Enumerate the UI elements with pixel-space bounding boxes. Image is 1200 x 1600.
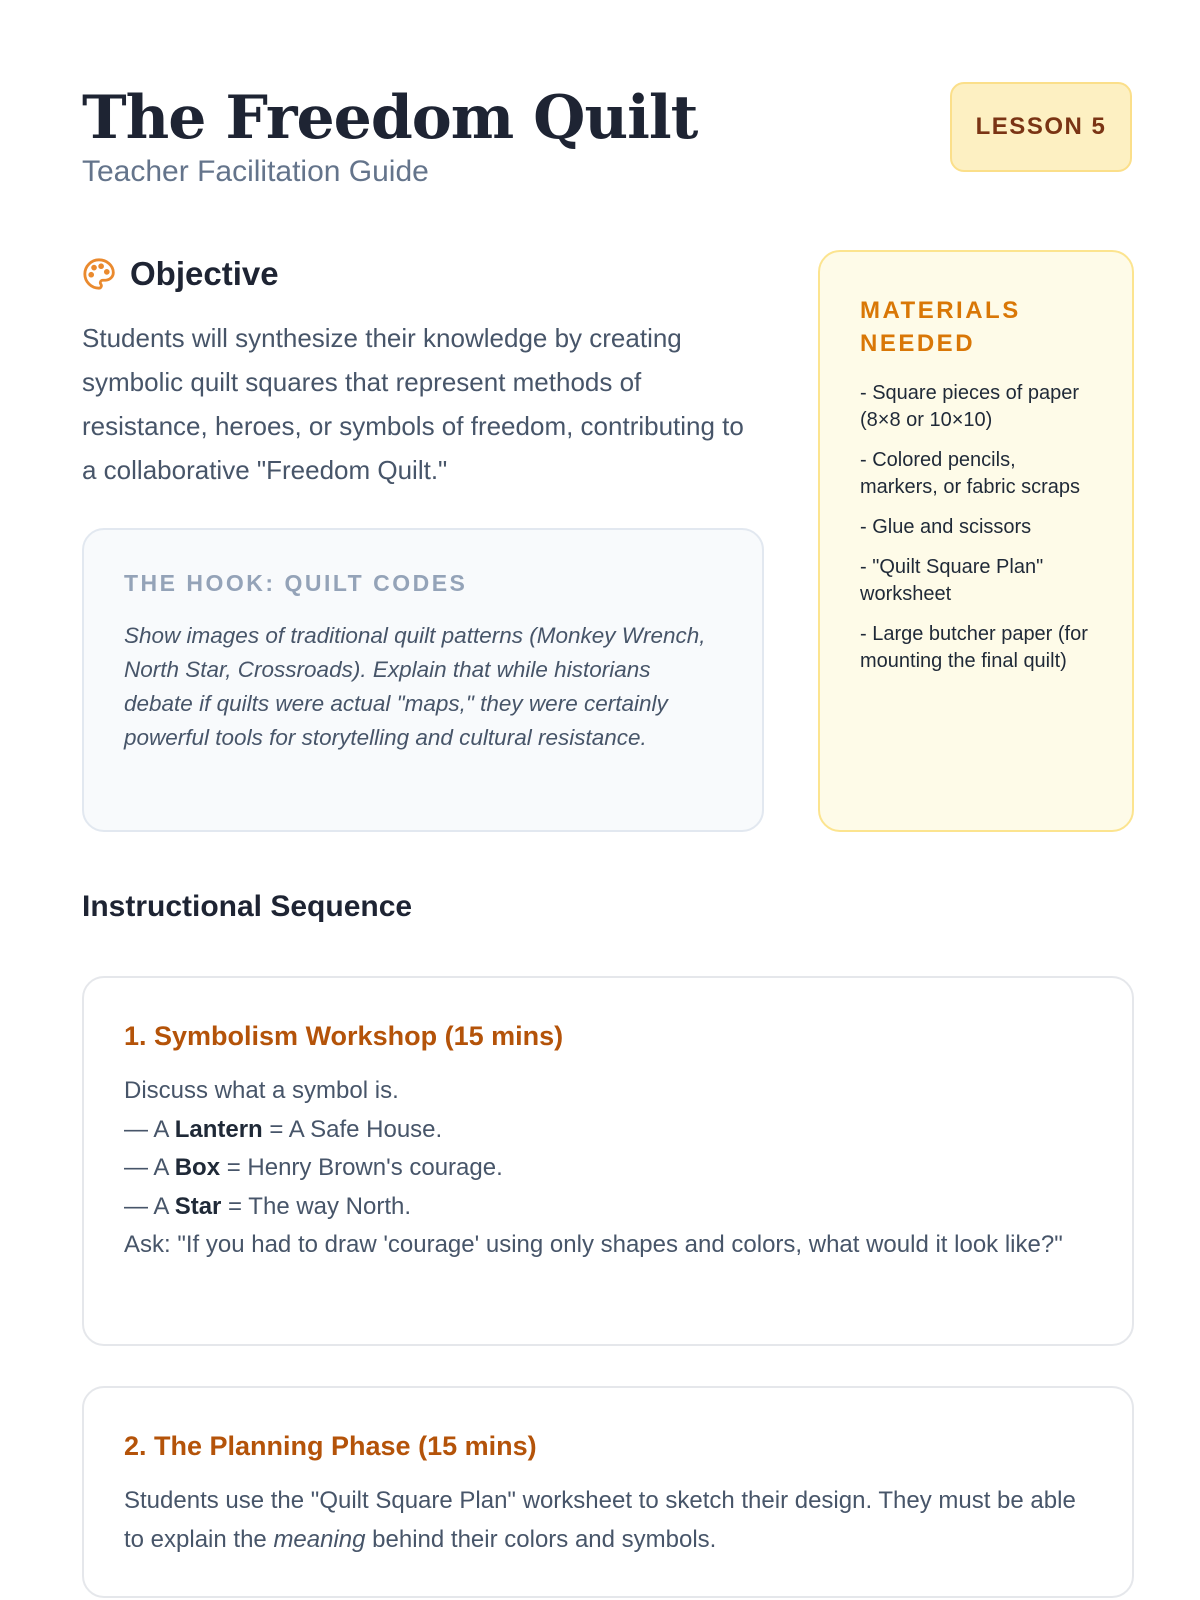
symbol-meaning: = Henry Brown's courage. [220,1154,503,1181]
symbol-line [124,1111,1092,1150]
palette-icon [82,257,116,291]
symbol-meaning: = A Safe House. [262,1115,443,1143]
materials-label: MATERIALS NEEDED [860,297,1021,357]
step-ask: Ask: "If you had to draw 'courage' using only shapes and colors, what would it look like?" [124,1231,1063,1258]
symbol-prefix: — A [124,1115,175,1143]
symbol-term: Box [174,1154,221,1181]
page-subtitle: Teacher Facilitation Guide [82,155,429,188]
materials-list [860,380,1092,675]
step-intro: Discuss what a symbol is. [124,1077,399,1104]
materials-item: - Large butcher paper (for mounting the final quilt) [860,623,1088,672]
symbol-line [124,1149,1092,1188]
step-body [124,1072,1092,1265]
objective-heading [82,250,764,298]
materials-item: - Glue and scissors [860,516,1032,538]
page-header [82,82,1132,192]
objective-text: Students will synthesize their knowledge by creating symbolic quilt squares that represent methods of resistance, heroes, or symbols of freedom, contributing to a collaborative "Freedom Quilt." [82,323,744,485]
symbol-term: Lantern [174,1115,263,1143]
materials-item: - Square pieces of paper (8×8 or 10×10) [860,382,1080,431]
symbol-line [124,1188,1092,1227]
symbol-prefix: — A [124,1154,175,1181]
materials-item: - "Quilt Square Plan" worksheet [860,556,1044,605]
materials-card [818,250,1134,832]
step-emphasis: meaning [273,1525,366,1553]
step-body [124,1482,1092,1559]
hook-label: THE HOOK: QUILT CODES [124,570,468,596]
lesson-badge: LESSON 5 [950,82,1132,172]
symbol-term: Star [174,1192,222,1220]
materials-item: - Colored pencils, markers, or fabric scraps [860,449,1081,498]
hook-card [82,528,764,832]
step-card-2 [82,1386,1134,1598]
step-title: 1. Symbolism Workshop (15 mins) [124,1021,564,1051]
sequence-heading: Instructional Sequence [82,890,413,923]
step-title: 2. The Planning Phase (15 mins) [124,1431,537,1461]
step-text: Students use the "Quilt Square Plan" worksheet to sketch their design. They must be able to explain the [124,1487,1076,1553]
objective-section [82,250,764,492]
objective-heading-text: Objective [130,255,279,292]
hook-text: Show images of traditional quilt patterns (Monkey Wrench, North Star, Crossroads). Explain that while historians debate if quilts were actual "maps," they were certainly powerful tools for storytelling and cultural resistance. [124,623,706,750]
step-card-1 [82,976,1134,1346]
page-title: The Freedom Quilt [82,83,698,153]
step-text: behind their colors and symbols. [365,1525,717,1553]
symbol-prefix: — A [124,1192,175,1220]
symbol-meaning: = The way North. [221,1192,412,1220]
